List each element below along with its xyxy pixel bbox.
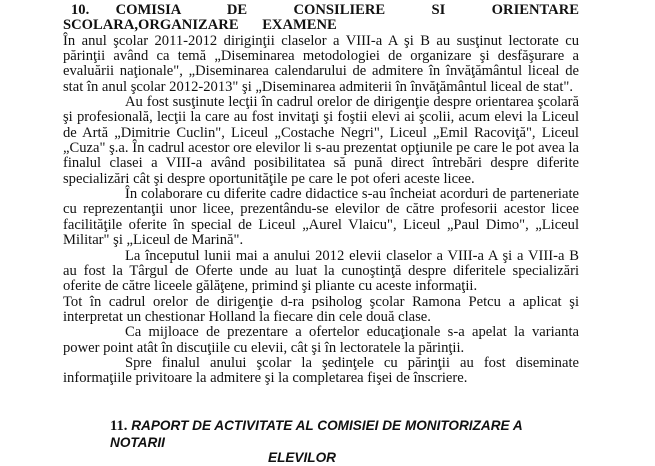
section-11-title-line1: RAPORT DE ACTIVITATE AL COMISIEI DE MONITORIZARE A NOTARII <box>110 418 523 450</box>
section-11-heading <box>110 418 570 466</box>
section-11-title-line2: ELEVILOR <box>268 450 336 465</box>
section-10-number: 10. <box>71 2 90 18</box>
paragraph-power-point: Ca mijloace de prezentare a ofertelor educaţionale s-a apelat la varianta power point atât în discuţiile cu elevii, cât şi în lectoratele la părinţii. <box>63 324 579 356</box>
section-10-heading <box>63 3 579 34</box>
section-11-number: 11. <box>110 418 128 434</box>
paragraph-lectorate: În anul şcolar 2011-2012 diriginţii claselor a VIII-a A şi B au susţinut lectorate cu părinţii având ca temă „Diseminarea metodologiei de organizare şi desfăşurare a evaluării naţionale", „Diseminarea calendarului de admitere în învăţământul liceal de stat în anul şcolar 2012-2013" şi „Diseminarea admiterii în învăţământul liceal de stat". <box>63 32 579 95</box>
section-10-title: COMISIA DE CONSILIERE SI ORIENTARE SCOLARA,ORGANIZARE EXAMENE <box>63 2 579 34</box>
section-10 <box>63 3 579 387</box>
paragraph-sedinte-parinti: Spre finalul anului şcolar la şedinţele cu părinţii au fost diseminate informaţiile privitoare la admitere şi la completarea fişei de înscriere. <box>63 354 579 387</box>
paragraph-lectii: Au fost susţinute lecţii în cadrul orelor de dirigenţie despre orientarea şcolară şi profesională, lecţii la care au fost invitaţi şi foştii elevi ai şcolii, acum elevi la Liceul de Artă „Dimitrie Cuclin", Liceul „Costache Negri", Liceul „Emil Racoviţă", Liceul „Cuza" ş.a. În cadrul acestor ore elevilor li s-au prezentat opţiunile pe care le pot avea la finalul clasei a VIII-a având posibilitatea să pună direct întrebări despre diferite specializări cât şi despre oportunităţile pe care le pot oferi aceste licee. <box>63 94 579 187</box>
paragraph-colaborare: În colaborare cu diferite cadre didactice s-au încheiat acorduri de parteneriate cu reprezentanţii unor licee, prezentându-se elevilor de către profesorii acestor licee facilităţile oferite în special de Liceul „Aurel Vlaicu", Liceul „Paul Dimo", „Liceul Militar" şi „Liceul de Marină". <box>63 186 579 249</box>
paragraph-chestionar-holland: Tot în cadrul orelor de dirigenţie d-ra psiholog şcolar Ramona Petcu a aplicat şi interpretat un chestionar Holland la fiecare din cele două clase. <box>63 293 579 325</box>
paragraph-targul-de-oferte: La începutul lunii mai a anului 2012 elevii claselor a VIII-a A şi a VIII-a B au fost la Târgul de Oferte unde au luat la cunoştinţă despre diferitele specializări oferite de către liceele gălăţene, primind şi pliante cu aceste informaţii. <box>63 247 579 295</box>
